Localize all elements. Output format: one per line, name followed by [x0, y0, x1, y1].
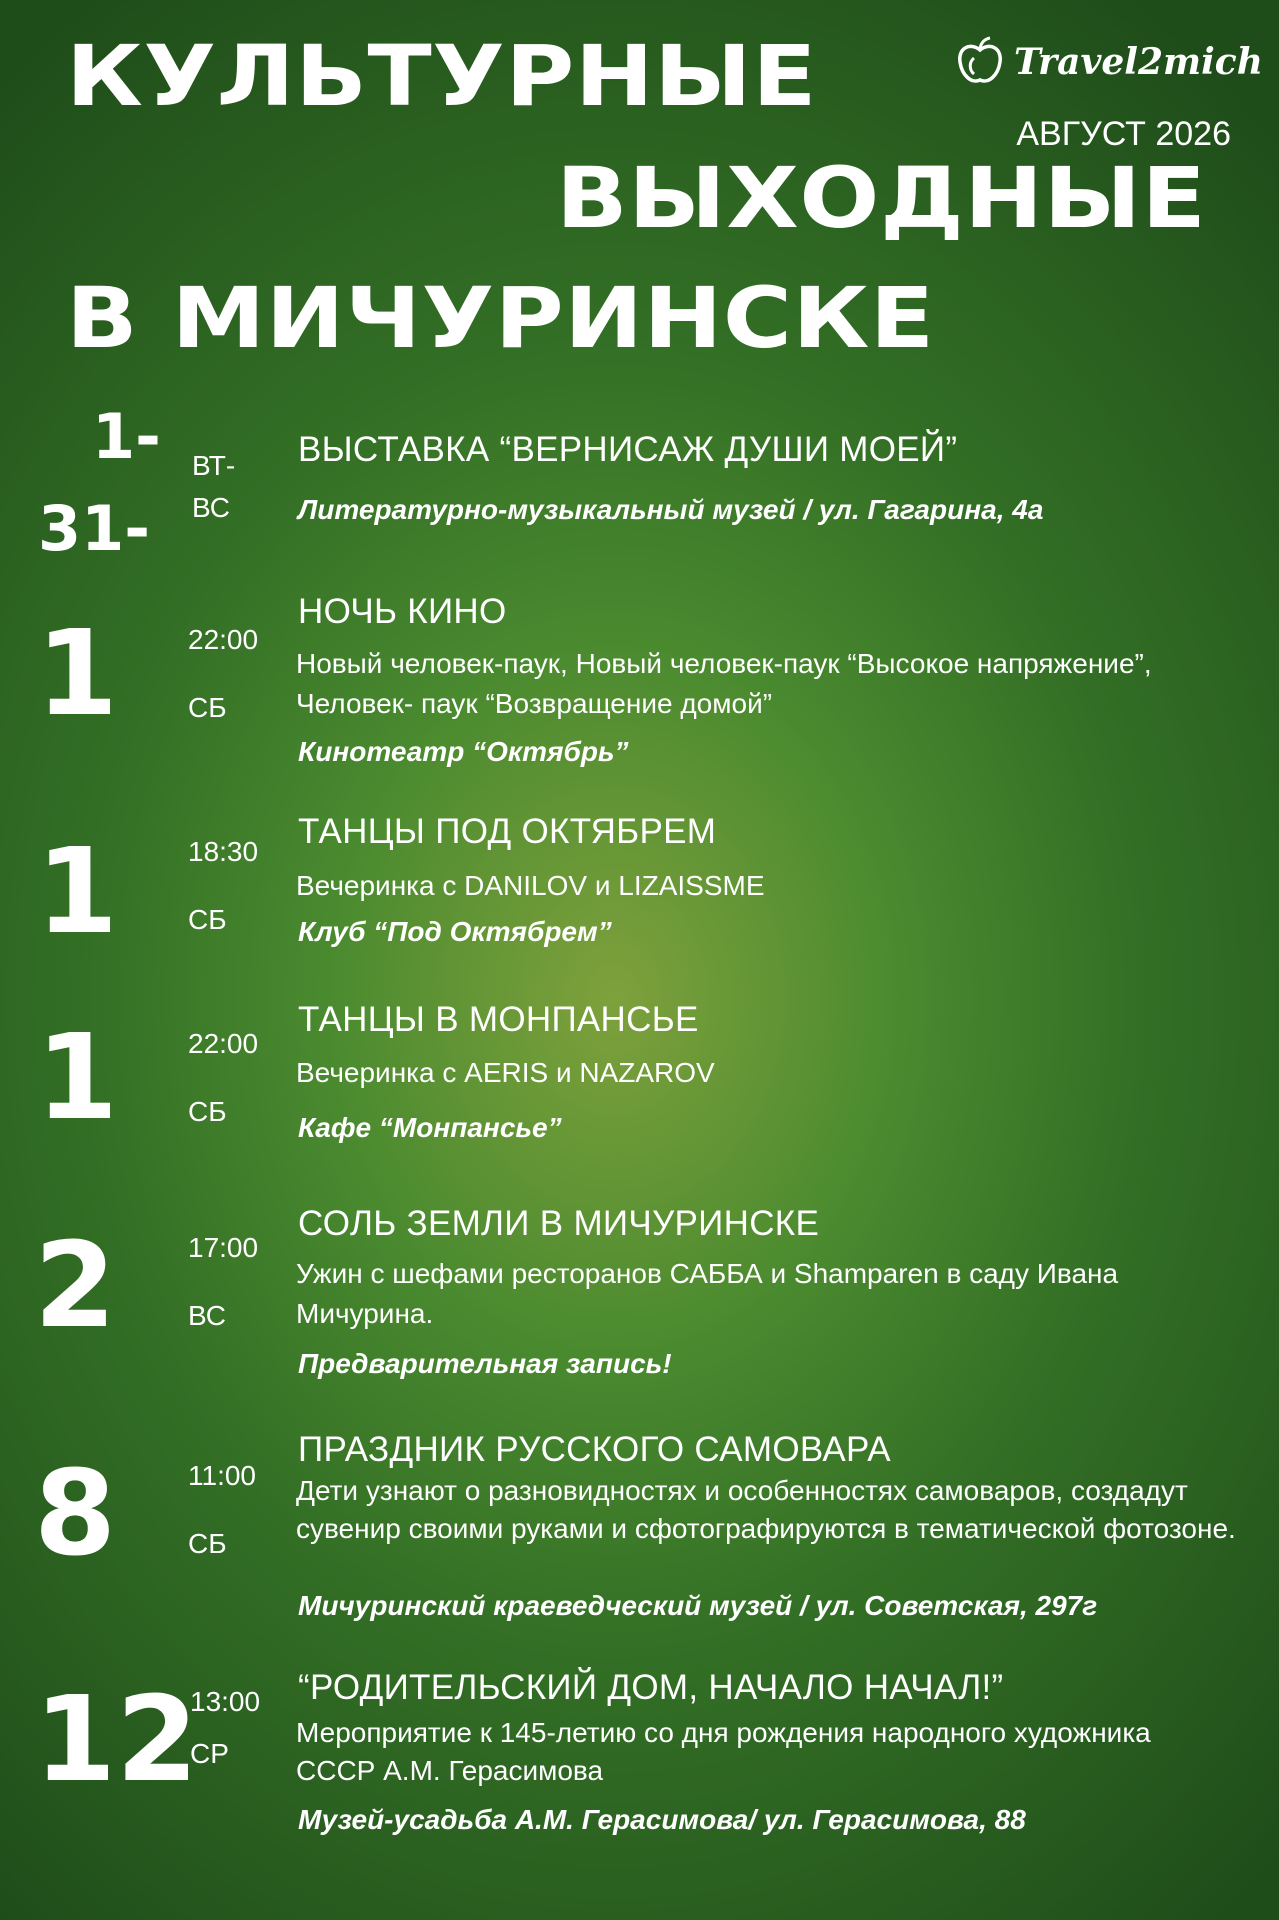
title-line-1: КУЛЬТУРНЫЕ: [66, 27, 818, 125]
event-weekday: СБ: [188, 1096, 227, 1127]
event-time: 22:00: [188, 1028, 259, 1059]
event-time: 13:00: [190, 1686, 261, 1717]
event-weekday-top: ВТ-: [192, 450, 236, 481]
event-description: Мероприятие к 145-летию со дня рождения народного художника СССР А.М. Герасимова: [296, 1717, 1151, 1786]
event-day: 1: [36, 604, 119, 742]
event-title: ПРАЗДНИК РУССКОГО САМОВАРА: [298, 1430, 891, 1469]
event-place: Музей-усадьба А.М. Герасимова/ ул. Герасимова, 88: [298, 1804, 1026, 1835]
event-place: Кинотеатр “Октябрь”: [298, 736, 629, 767]
event-place: Литературно-музыкальный музей / ул. Гагарина, 4а: [298, 494, 1044, 525]
event-weekday: СБ: [188, 1528, 227, 1559]
event-place: Кафе “Монпансье”: [298, 1112, 562, 1143]
event-time: 18:30: [188, 836, 259, 867]
apple-icon: [956, 36, 1004, 88]
event-title: ВЫСТАВКА “ВЕРНИСАЖ ДУШИ МОЕЙ”: [298, 430, 958, 469]
event-day: 1: [36, 1008, 119, 1146]
event-description: Вечеринка с AERIS и NAZAROV: [296, 1057, 715, 1088]
event-place: Мичуринский краеведческий музей / ул. Советская, 297г: [298, 1590, 1098, 1621]
title-line-3: В МИЧУРИНСКЕ: [66, 269, 935, 367]
event-time: 22:00: [188, 624, 259, 655]
event-day-top: 1-: [92, 400, 161, 473]
event-day: 2: [34, 1216, 117, 1354]
event-time: 11:00: [188, 1460, 256, 1491]
month-label: АВГУСТ 2026: [1016, 115, 1231, 153]
logo-text: Travel2mich: [1014, 41, 1263, 83]
event-title: ТАНЦЫ В МОНПАНСЬЕ: [298, 1000, 699, 1039]
event-day: 12: [34, 1670, 199, 1808]
event-description: Вечеринка с DANILOV и LIZAISSME: [296, 870, 765, 901]
event-weekday: СБ: [188, 904, 227, 935]
brand-logo: [956, 36, 1263, 88]
event-place: Предварительная запись!: [298, 1348, 672, 1379]
event-description: Дети узнают о разновидностях и особенностях самоваров, создадут сувенир своими руками и сфотографируются в тематической фотозоне.: [296, 1475, 1236, 1544]
event-weekday: ВС: [188, 1300, 226, 1331]
event-title: НОЧЬ КИНО: [298, 592, 507, 631]
event-title: СОЛЬ ЗЕМЛИ В МИЧУРИНСКЕ: [298, 1204, 820, 1243]
event-weekday: СБ: [188, 692, 227, 723]
event-day: 8: [34, 1444, 117, 1582]
event-title: ТАНЦЫ ПОД ОКТЯБРЕМ: [298, 812, 717, 851]
event-day-bottom: 31-: [38, 492, 151, 565]
event-title: “РОДИТЕЛЬСКИЙ ДОМ, НАЧАЛО НАЧАЛ!”: [298, 1668, 1004, 1707]
event-description: Ужин с шефами ресторанов САББА и Shamparen в саду Ивана Мичурина.: [296, 1258, 1119, 1329]
event-day: 1: [36, 822, 119, 960]
event-weekday-bottom: ВС: [192, 492, 230, 523]
event-time: 17:00: [188, 1232, 259, 1263]
event-description: Новый человек-паук, Новый человек-паук “Высокое напряжение”, Человек- паук “Возвращение домой”: [296, 648, 1152, 719]
event-weekday: СР: [190, 1738, 229, 1769]
event-place: Клуб “Под Октябрем”: [298, 916, 612, 947]
title-line-2: ВЫХОДНЫЕ: [556, 149, 1207, 247]
